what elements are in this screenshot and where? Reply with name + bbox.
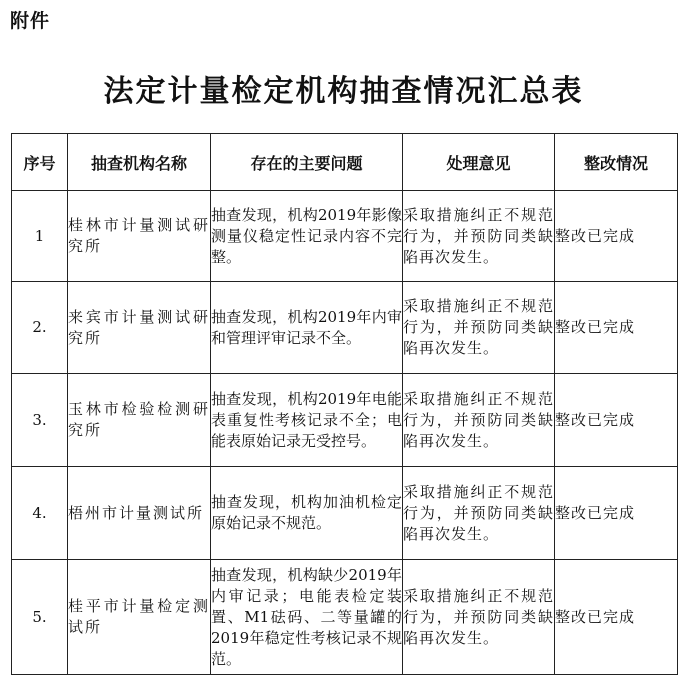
row-index: 4.: [12, 467, 68, 560]
row-org: 桂林市计量测试研究所: [68, 191, 211, 282]
row-status: 整改已完成: [555, 374, 678, 467]
row-index: 5.: [12, 560, 68, 675]
row-status: 整改已完成: [555, 560, 678, 675]
row-issue: 抽查发现，机构2019年电能表重复性考核记录不全；电能表原始记录无受控号。: [211, 374, 403, 467]
document-title: 法定计量检定机构抽查情况汇总表: [103, 74, 584, 109]
header-issue: 存在的主要问题: [211, 134, 403, 191]
row-index: 3.: [12, 374, 68, 467]
header-org: 抽查机构名称: [68, 134, 211, 191]
table-row: [12, 560, 678, 675]
row-index: 1: [12, 191, 68, 282]
row-action: 采取措施纠正不规范行为，并预防同类缺陷再次发生。: [403, 467, 555, 560]
row-action: 采取措施纠正不规范行为，并预防同类缺陷再次发生。: [403, 374, 555, 467]
row-issue: 抽查发现，机构2019年内审和管理评审记录不全。: [211, 282, 403, 374]
row-index: 2.: [12, 282, 68, 374]
table-header-row: [12, 134, 678, 191]
row-status: 整改已完成: [555, 467, 678, 560]
header-action: 处理意见: [403, 134, 555, 191]
header-index: 序号: [12, 134, 68, 191]
row-status: 整改已完成: [555, 191, 678, 282]
row-org: 来宾市计量测试研究所: [68, 282, 211, 374]
header-status: 整改情况: [555, 134, 678, 191]
row-org: 玉林市检验检测研究所: [68, 374, 211, 467]
row-issue: 抽查发现，机构缺少2019年内审记录；电能表检定装置、M1砝码、二等量罐的2019年稳定性考核记录不规范。: [211, 560, 403, 675]
table-row: [12, 374, 678, 467]
table-row: [12, 191, 678, 282]
row-action: 采取措施纠正不规范行为，并预防同类缺陷再次发生。: [403, 191, 555, 282]
row-org: 桂平市计量检定测试所: [68, 560, 211, 675]
table-row: [12, 467, 678, 560]
row-org: 梧州市计量测试所: [68, 467, 211, 560]
row-issue: 抽查发现，机构加油机检定原始记录不规范。: [211, 467, 403, 560]
row-status: 整改已完成: [555, 282, 678, 374]
row-action: 采取措施纠正不规范行为，并预防同类缺陷再次发生。: [403, 282, 555, 374]
summary-table: [11, 133, 678, 675]
annex-label: 附件: [10, 10, 51, 32]
row-action: 采取措施纠正不规范行为，并预防同类缺陷再次发生。: [403, 560, 555, 675]
table-row: [12, 282, 678, 374]
row-issue: 抽查发现，机构2019年影像测量仪稳定性记录内容不完整。: [211, 191, 403, 282]
